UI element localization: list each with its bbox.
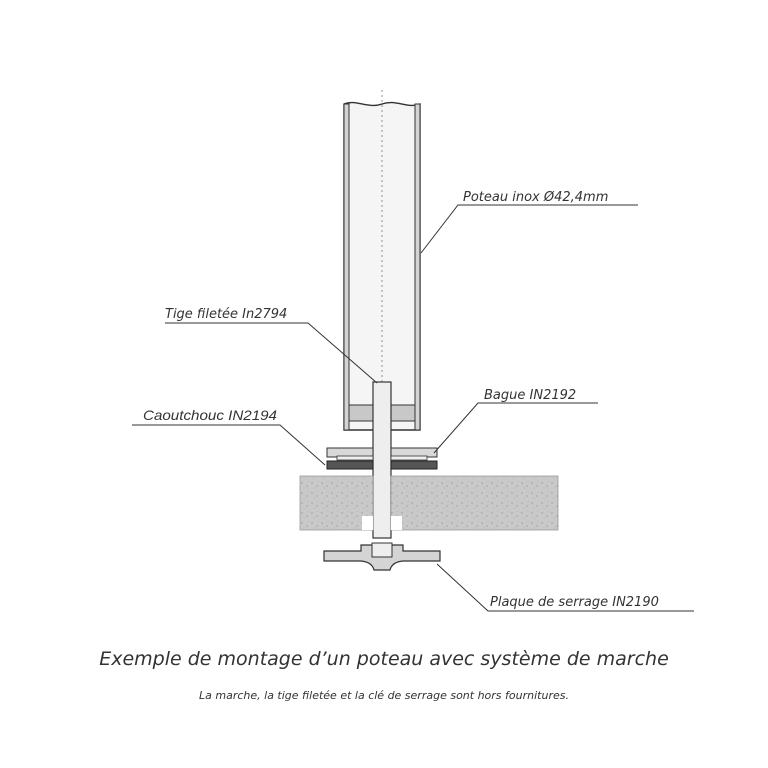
label-plaque: Plaque de serrage IN2190	[490, 595, 659, 610]
leader-caoutchouc	[132, 425, 325, 465]
caption-title: Exemple de montage d’un poteau avec système de marche	[99, 648, 669, 670]
caption-note: La marche, la tige filetée et la clé de serrage sont hors fournitures.	[199, 689, 569, 702]
threaded-rod	[373, 382, 391, 538]
label-tige: Tige filetée In2794	[165, 307, 288, 322]
clamping-plate	[324, 543, 440, 570]
label-bague: Bague IN2192	[484, 388, 577, 403]
leader-poteau	[421, 205, 638, 253]
post-tube	[344, 90, 420, 430]
concrete-step	[300, 476, 558, 530]
label-caoutchouc: Caoutchouc IN2194	[143, 407, 278, 423]
leader-bague	[434, 403, 598, 453]
label-poteau: Poteau inox Ø42,4mm	[463, 190, 609, 205]
